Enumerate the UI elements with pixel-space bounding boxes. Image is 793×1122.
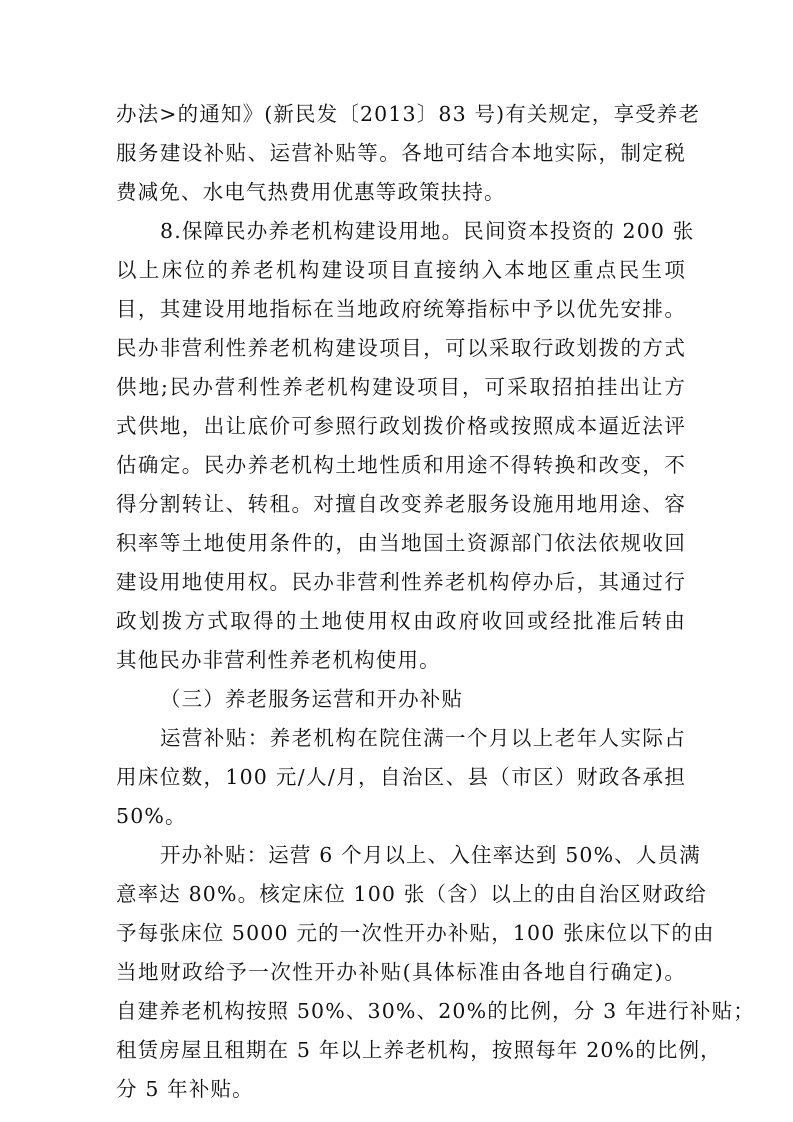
text-line: 8.保障民办养老机构建设用地。民间资本投资的 200 张 (160, 219, 695, 243)
text-line: 办法>的通知》(新民发〔2013〕83 号)有关规定，享受养老 (116, 102, 701, 126)
section-heading: （三）养老服务运营和开办补贴 (160, 687, 464, 711)
text-line: 其他民办非营利性养老机构使用。 (116, 648, 441, 672)
text-line: 民办非营利性养老机构建设项目，可以采取行政划拨的方式 (116, 336, 686, 360)
text-line: 以上床位的养老机构建设项目直接纳入本地区重点民生项 (116, 258, 686, 282)
text-line: 意率达 80%。核定床位 100 张（含）以上的由自治区财政给 (116, 882, 707, 906)
text-line: 运营补贴：养老机构在院住满一个月以上老年人实际占 (160, 726, 686, 750)
text-line: 当地财政给予一次性开办补贴(具体标准由各地自行确定)。 (116, 960, 686, 984)
text-line: 式供地，出让底价可参照行政划拨价格或按照成本逼近法评 (116, 414, 686, 438)
text-line: 开办补贴：运营 6 个月以上、入住率达到 50%、人员满 (160, 843, 701, 867)
text-line: 费减免、水电气热费用优惠等政策扶持。 (116, 180, 506, 204)
text-line: 建设用地使用权。民办非营利性养老机构停办后，其通过行 (116, 570, 686, 594)
text-line: 政划拨方式取得的土地使用权由政府收回或经批准后转由 (116, 609, 686, 633)
text-line: 自建养老机构按照 50%、30%、20%的比例，分 3 年进行补贴； (116, 999, 755, 1023)
text-line: 50%。 (116, 804, 187, 828)
text-line: 予每张床位 5000 元的一次性开办补贴，100 张床位以下的由 (116, 921, 715, 945)
text-line: 用床位数，100 元/人/月，自治区、县（市区）财政各承担 (116, 765, 686, 789)
text-line: 目，其建设用地指标在当地政府统筹指标中予以优先安排。 (116, 297, 686, 321)
text-line: 得分割转让、转租。对擅自改变养老服务设施用地用途、容 (116, 492, 686, 516)
text-line: 积率等土地使用条件的，由当地国土资源部门依法依规收回 (116, 531, 686, 555)
text-line: 服务建设补贴、运营补贴等。各地可结合本地实际，制定税 (116, 141, 686, 165)
text-line: 分 5 年补贴。 (116, 1077, 254, 1101)
text-line: 租赁房屋且租期在 5 年以上养老机构，按照每年 20%的比例， (116, 1038, 722, 1062)
text-line: 供地;民办营利性养老机构建设项目，可采取招拍挂出让方 (116, 375, 686, 399)
text-line: 估确定。民办养老机构土地性质和用途不得转换和改变，不 (116, 453, 686, 477)
